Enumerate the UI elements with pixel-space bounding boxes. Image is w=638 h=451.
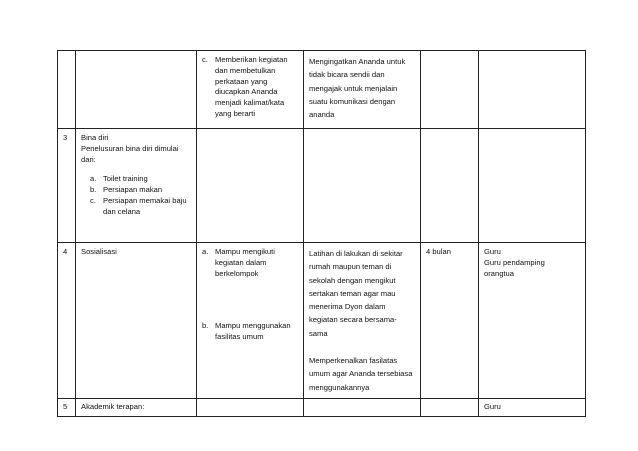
cell-kegiatan (304, 243, 421, 399)
aspek-title: Bina diri (81, 133, 109, 142)
cell-tujuan (197, 129, 304, 243)
list-item: c. Persiapan memakai baju dan celana (90, 195, 187, 216)
cell-aspek (76, 51, 197, 129)
cell-kegiatan (304, 398, 421, 416)
cell-waktu (421, 51, 479, 129)
pj-item: Guru (484, 247, 501, 256)
pj-item: orangtua (484, 268, 514, 278)
kegiatan-text: Mengingatkan Ananda untuk tidak bicara sendii dan mengajak untuk menjalain suatu komunikasi dengan ananda (309, 57, 406, 120)
aspek-note: Penelusuran bina diri dimulai dari: (81, 143, 179, 164)
cell-waktu (421, 398, 479, 416)
cell-pj (479, 243, 586, 399)
table-row (58, 51, 586, 129)
cell-waktu: 4 bulan (421, 243, 479, 399)
cell-no: 3 (58, 129, 76, 243)
cell-no: 5 (58, 398, 76, 416)
cell-pj (479, 129, 586, 243)
table-row (58, 129, 586, 243)
list-item: b. Mampu menggunakan fasilitas umum (202, 321, 291, 342)
cell-waktu (421, 129, 479, 243)
cell-aspek: Akademik terapan: (76, 398, 197, 416)
list-item: a. Toilet training (90, 174, 148, 184)
cell-tujuan (197, 243, 304, 399)
program-table (57, 50, 586, 417)
pj-item: Guru pendamping (484, 257, 545, 267)
table-row (58, 398, 586, 416)
list-item: a. Mampu mengikuti kegiatan dalam berkelompok (202, 247, 275, 278)
cell-kegiatan (304, 51, 421, 129)
cell-aspek: Sosialisasi (76, 243, 197, 399)
kegiatan-text: Latihan di lakukan di sekitar rumah maupun teman di sekolah dengan mengikut sertakan teman agar mau menerima Dyon dalam kegiatan secara bersama-sama (309, 249, 403, 338)
cell-pj: Guru (479, 398, 586, 416)
cell-aspek (76, 129, 197, 243)
list-item: c. Memberikan kegiatan dan membetulkan perkataan yang diucapkan Ananda menjadi kalimat/kata yang berarti (202, 55, 288, 118)
cell-no: 4 (58, 243, 76, 399)
kegiatan-text: Memperkenalkan fasilatas umum agar Ananda tersebiasa menggunakannya (309, 355, 413, 392)
list-item: b. Persiapan makan (90, 185, 163, 195)
cell-tujuan (197, 51, 304, 129)
table-row (58, 243, 586, 399)
cell-kegiatan (304, 129, 421, 243)
cell-pj (479, 51, 586, 129)
cell-no (58, 51, 76, 129)
cell-tujuan (197, 398, 304, 416)
